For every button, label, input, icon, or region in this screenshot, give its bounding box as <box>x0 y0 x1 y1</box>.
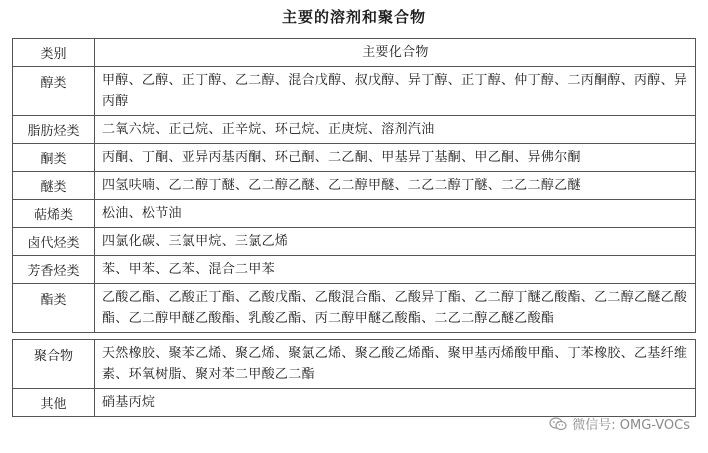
row-category: 芳香烃类 <box>13 256 95 283</box>
table-row-esters <box>12 284 696 333</box>
row-category: 酯类 <box>13 284 95 332</box>
table-row-polymers <box>12 339 696 389</box>
row-category: 聚合物 <box>13 340 95 388</box>
row-category: 醚类 <box>13 172 95 199</box>
table-row-alcohols <box>12 67 696 116</box>
row-compounds: 乙酸乙酯、乙酸正丁酯、乙酸戊酯、乙酸混合酯、乙酸异丁酯、乙二醇丁醚乙酸酯、乙二醇乙醚乙酸酯、乙二醇甲醚乙酸酯、乳酸乙酯、丙二醇甲醚乙酸酯、二乙二醇乙醚乙酸酯 <box>102 290 688 326</box>
watermark-text: 微信号: OMG-VOCs <box>572 418 690 433</box>
wechat-icon <box>549 417 567 431</box>
header-compounds: 主要化合物 <box>362 45 429 60</box>
row-category: 卤代烃类 <box>13 228 95 255</box>
table-row-halogenated <box>12 228 696 256</box>
header-category: 类别 <box>13 39 95 66</box>
row-category: 萜烯类 <box>13 200 95 227</box>
table-row-other <box>12 389 696 417</box>
solvents-table <box>12 38 696 417</box>
table-row-aliphatic <box>12 116 696 144</box>
table-header-row <box>12 38 696 67</box>
row-category: 醇类 <box>13 67 95 115</box>
row-category: 其他 <box>13 389 95 416</box>
row-compounds: 四氯化碳、三氯甲烷、三氯乙烯 <box>102 234 289 249</box>
row-compounds: 二氧六烷、正己烷、正辛烷、环己烷、正庚烷、溶剂汽油 <box>102 122 435 137</box>
table-row-aromatic <box>12 256 696 284</box>
row-compounds: 丙酮、丁酮、亚异丙基丙酮、环己酮、二乙酮、甲基异丁基酮、甲乙酮、异佛尔酮 <box>102 150 581 165</box>
table-row-terpenes <box>12 200 696 228</box>
row-compounds: 硝基丙烷 <box>102 395 156 410</box>
row-category: 酮类 <box>13 144 95 171</box>
table-row-ketones <box>12 144 696 172</box>
row-compounds: 松油、松节油 <box>102 206 182 221</box>
row-compounds: 四氢呋喃、乙二醇丁醚、乙二醇乙醚、乙二醇甲醚、二乙二醇丁醚、二乙二醇乙醚 <box>102 178 581 193</box>
table-row-ethers <box>12 172 696 200</box>
row-compounds: 甲醇、乙醇、正丁醇、乙二醇、混合戊醇、叔戊醇、异丁醇、正丁醇、仲丁醇、二丙酮醇、丙醇、异丙醇 <box>102 73 688 109</box>
table-title: 主要的溶剂和聚合物 <box>281 8 426 26</box>
row-category: 脂肪烃类 <box>13 116 95 143</box>
row-compounds: 苯、甲苯、乙苯、混合二甲苯 <box>102 262 275 277</box>
wechat-watermark <box>549 414 690 433</box>
row-compounds: 天然橡胶、聚苯乙烯、聚乙烯、聚氯乙烯、聚乙酸乙烯酯、聚甲基丙烯酸甲酯、丁苯橡胶、乙基纤维素、环氧树脂、聚对苯二甲酸乙二酯 <box>102 346 688 382</box>
